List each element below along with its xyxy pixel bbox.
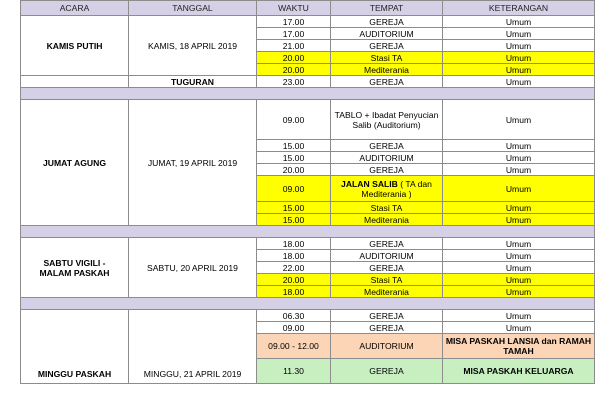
tempat-cell: GEREJA <box>331 238 443 250</box>
keterangan-cell: Umum <box>443 140 595 152</box>
tempat-cell: Mediterania <box>331 64 443 76</box>
table-row <box>21 16 595 28</box>
keterangan-cell: Umum <box>443 274 595 286</box>
separator-cell <box>21 298 595 310</box>
keterangan-cell: Umum <box>443 322 595 334</box>
acara-empty <box>21 76 129 88</box>
waktu-cell: 09.00 - 12.00 <box>257 334 331 359</box>
keterangan-cell: Umum <box>443 214 595 226</box>
tempat-cell: AUDITORIUM <box>331 152 443 164</box>
tempat-cell: GEREJA <box>331 40 443 52</box>
waktu-cell: 17.00 <box>257 16 331 28</box>
acara-kamis: KAMIS PUTIH <box>21 16 129 76</box>
waktu-cell: 22.00 <box>257 262 331 274</box>
keterangan-cell: Umum <box>443 238 595 250</box>
acara-sabtu-line1: SABTU VIGILI - <box>43 257 106 268</box>
waktu-cell: 15.00 <box>257 202 331 214</box>
waktu-cell: 20.00 <box>257 274 331 286</box>
tempat-cell: Mediterania <box>331 214 443 226</box>
acara-minggu: MINGGU PASKAH <box>21 310 129 384</box>
waktu-cell: 20.00 <box>257 164 331 176</box>
waktu-cell: 23.00 <box>257 76 331 88</box>
table-row <box>21 238 595 250</box>
header-acara: ACARA <box>21 1 129 16</box>
waktu-cell: 09.00 <box>257 100 331 140</box>
tempat-cell: GEREJA <box>331 164 443 176</box>
keterangan-cell: Umum <box>443 64 595 76</box>
table-row <box>21 100 595 140</box>
tanggal-kamis: KAMIS, 18 APRIL 2019 <box>129 16 257 76</box>
header-tanggal: TANGGAL <box>129 1 257 16</box>
tuguran-label: TUGURAN <box>129 76 257 88</box>
acara-sabtu-line2: MALAM PASKAH <box>39 267 110 278</box>
waktu-cell: 20.00 <box>257 52 331 64</box>
header-keterangan: KETERANGAN <box>443 1 595 16</box>
tanggal-jumat: JUMAT, 19 APRIL 2019 <box>129 100 257 226</box>
keterangan-cell: MISA PASKAH LANSIA dan RAMAH TAMAH <box>443 334 595 359</box>
keterangan-cell: Umum <box>443 152 595 164</box>
header-row <box>21 1 595 16</box>
tempat-cell: Stasi TA <box>331 274 443 286</box>
tempat-cell: Stasi TA <box>331 52 443 64</box>
separator-row <box>21 298 595 310</box>
waktu-cell: 20.00 <box>257 64 331 76</box>
tempat-cell <box>331 176 443 202</box>
tempat-cell: AUDITORIUM <box>331 28 443 40</box>
tempat-cell: GEREJA <box>331 310 443 322</box>
waktu-cell: 15.00 <box>257 140 331 152</box>
tempat-cell: AUDITORIUM <box>331 250 443 262</box>
acara-jumat: JUMAT AGUNG <box>21 100 129 226</box>
easter-schedule-table <box>20 0 595 384</box>
waktu-cell: 15.00 <box>257 152 331 164</box>
waktu-cell: 18.00 <box>257 286 331 298</box>
tempat-cell: GEREJA <box>331 262 443 274</box>
keterangan-cell: Umum <box>443 310 595 322</box>
tempat-cell: Stasi TA <box>331 202 443 214</box>
keterangan-cell: MISA PASKAH KELUARGA <box>443 359 595 384</box>
keterangan-cell: Umum <box>443 250 595 262</box>
waktu-cell: 11.30 <box>257 359 331 384</box>
keterangan-cell: Umum <box>443 40 595 52</box>
header-tempat: TEMPAT <box>331 1 443 16</box>
waktu-cell: 06.30 <box>257 310 331 322</box>
waktu-cell: 09.00 <box>257 176 331 202</box>
table-row <box>21 310 595 322</box>
separator-cell <box>21 226 595 238</box>
tempat-cell: GEREJA <box>331 76 443 88</box>
keterangan-cell: Umum <box>443 76 595 88</box>
jalan-salib-location: ( TA dan Mediterania ) <box>361 178 432 199</box>
acara-sabtu <box>21 238 129 298</box>
separator-cell <box>21 88 595 100</box>
tanggal-sabtu: SABTU, 20 APRIL 2019 <box>129 238 257 298</box>
waktu-cell: 18.00 <box>257 250 331 262</box>
separator-row <box>21 88 595 100</box>
keterangan-cell: Umum <box>443 202 595 214</box>
header-waktu: WAKTU <box>257 1 331 16</box>
keterangan-cell: Umum <box>443 52 595 64</box>
waktu-cell: 18.00 <box>257 238 331 250</box>
keterangan-cell: Umum <box>443 16 595 28</box>
waktu-cell: 15.00 <box>257 214 331 226</box>
keterangan-cell: Umum <box>443 28 595 40</box>
tempat-cell: GEREJA <box>331 322 443 334</box>
keterangan-cell: Umum <box>443 176 595 202</box>
table-row <box>21 76 595 88</box>
waktu-cell: 17.00 <box>257 28 331 40</box>
keterangan-cell: Umum <box>443 262 595 274</box>
tempat-cell: Mediterania <box>331 286 443 298</box>
tempat-cell: TABLO + Ibadat Penyucian Salib (Auditorium) <box>331 100 443 140</box>
keterangan-cell: Umum <box>443 100 595 140</box>
waktu-cell: 09.00 <box>257 322 331 334</box>
tempat-cell: GEREJA <box>331 359 443 384</box>
keterangan-cell: Umum <box>443 286 595 298</box>
waktu-cell: 21.00 <box>257 40 331 52</box>
tempat-cell: AUDITORIUM <box>331 334 443 359</box>
separator-row <box>21 226 595 238</box>
tempat-cell: GEREJA <box>331 140 443 152</box>
keterangan-cell: Umum <box>443 164 595 176</box>
tempat-cell: GEREJA <box>331 16 443 28</box>
jalan-salib-label: JALAN SALIB <box>341 178 398 189</box>
tanggal-minggu: MINGGU, 21 APRIL 2019 <box>129 310 257 384</box>
